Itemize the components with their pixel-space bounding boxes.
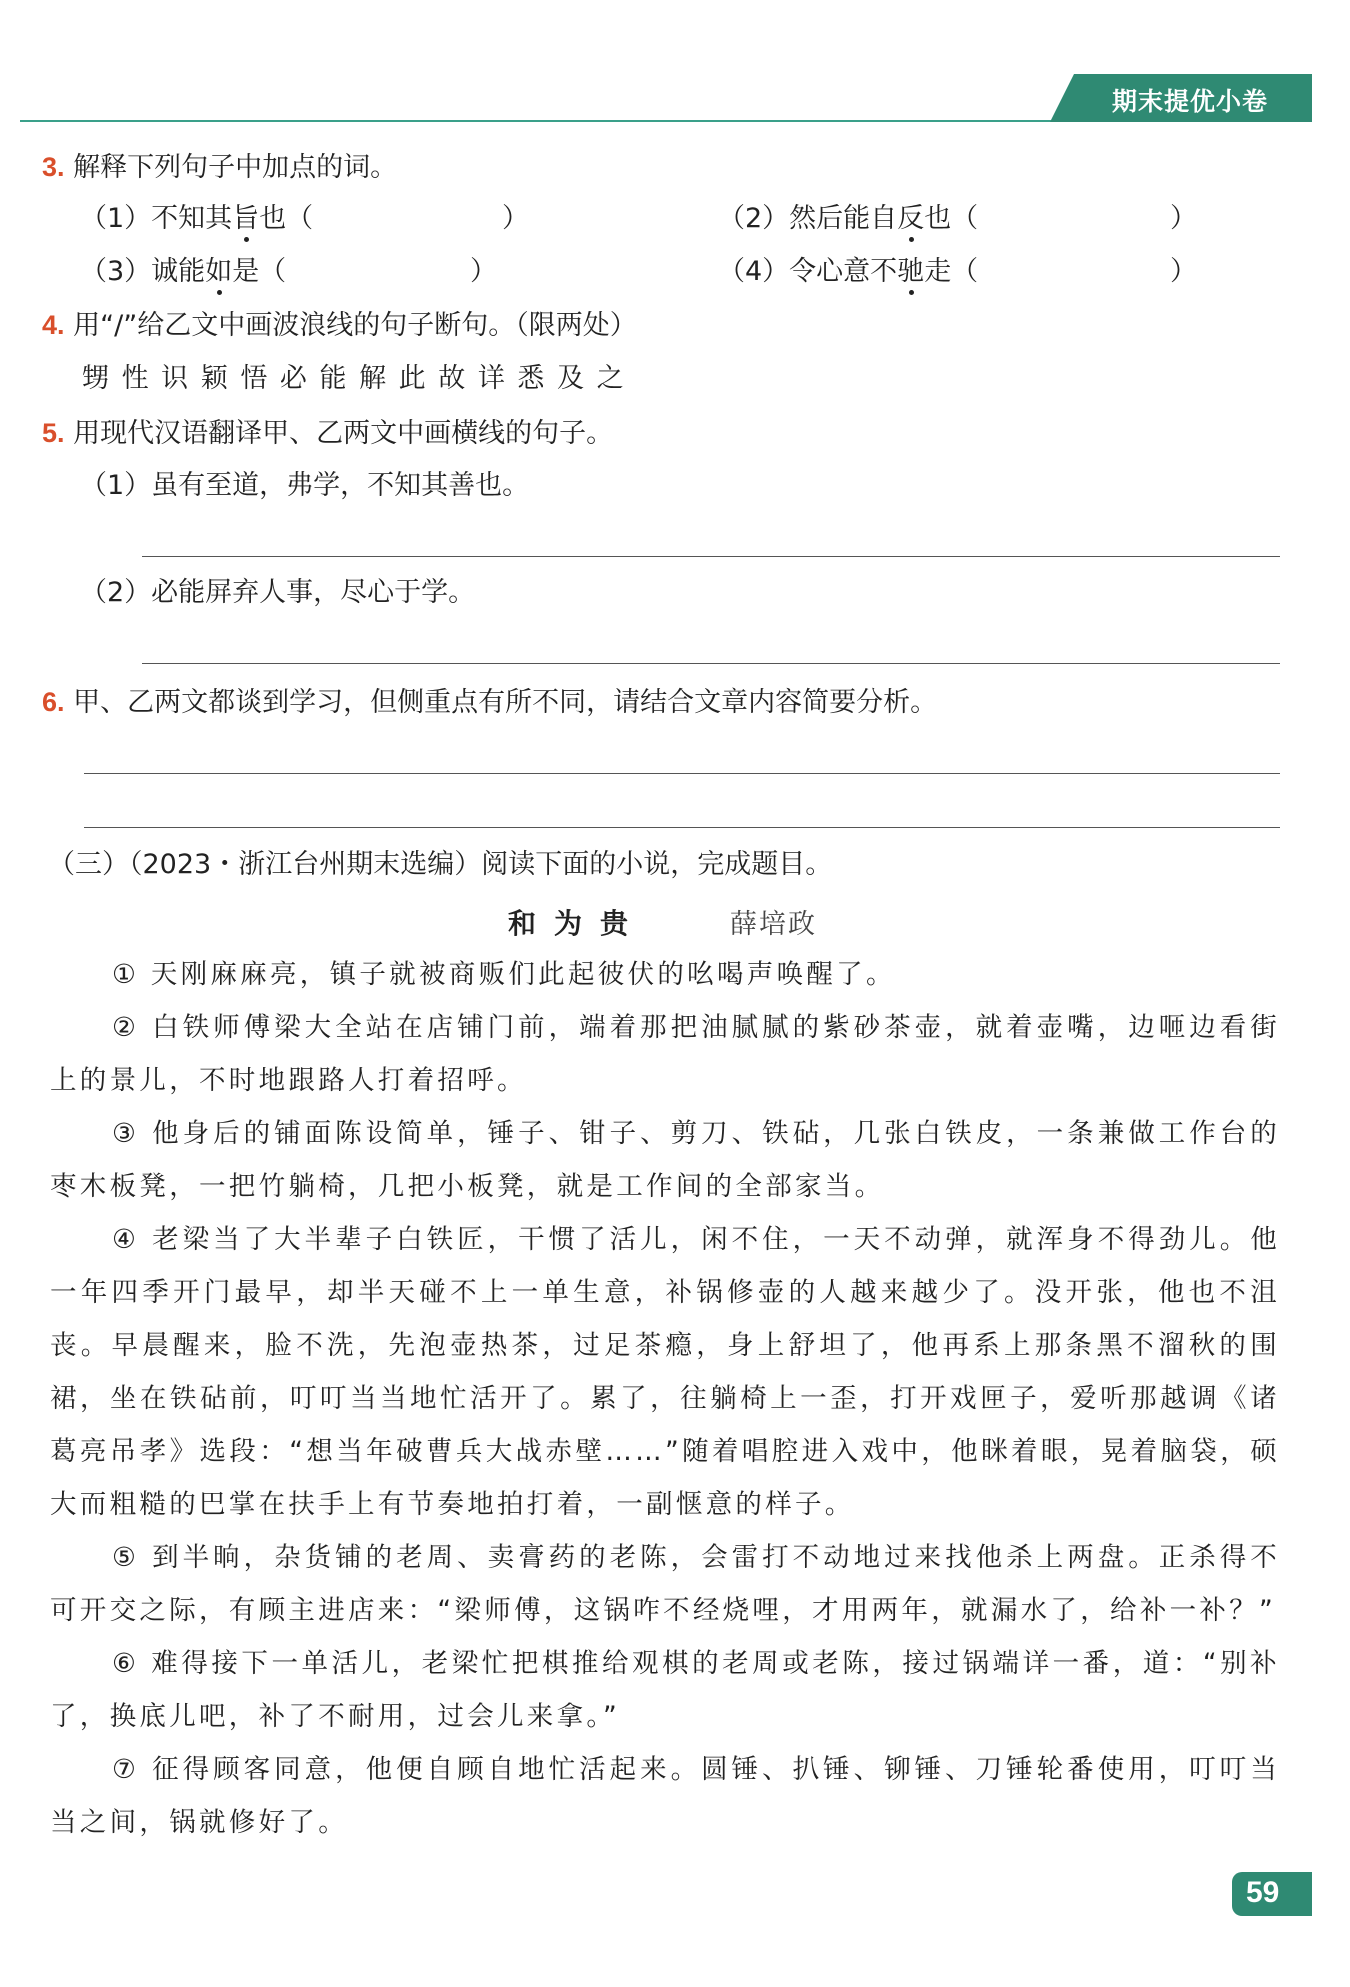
question-text: 解释下列句子中加点的词。 [73,152,398,183]
question-text: 用“/”给乙文中画波浪线的句子断句。（限两处） [73,310,637,341]
story-author: 薛培政 [730,909,817,940]
header-tag: 期末提优小卷 [1112,87,1269,116]
dotted-word: 旨 [232,203,260,234]
question-number: 5. [42,418,65,448]
question-6 [42,685,937,720]
q3-item-3-close: ） [470,256,497,287]
answer-line [142,556,1280,557]
q3-item-1: （1）不知其旨也（ [80,203,314,234]
story-paragraph: ② 白铁师傅梁大全站在店铺门前，端着那把油腻腻的紫砂茶壶，就着壶嘴，边咂边看街上的景儿，不时地跟路人打着招呼。 [50,1012,1280,1096]
story-paragraph: ⑥ 难得接下一单活儿，老梁忙把棋推给观棋的老周或老陈，接过锅端详一番，道：“别补了，换底儿吧，补了不耐用，过会儿来拿。” [50,1648,1280,1732]
q3-item-1-close: ） [502,203,529,234]
q5-item-2: （2）必能屏弃人事，尽心于学。 [80,577,476,608]
question-number: 4. [42,310,65,340]
question-4 [42,308,637,343]
dotted-word: 驰 [897,256,925,287]
question-text: 用现代汉语翻译甲、乙两文中画横线的句子。 [73,418,614,449]
story-paragraph: ① 天刚麻麻亮，镇子就被商贩们此起彼伏的吆喝声唤醒了。 [112,959,896,990]
story-paragraph: ③ 他身后的铺面陈设简单，锤子、钳子、剪刀、铁砧，几张白铁皮，一条兼做工作台的枣木板凳，一把竹躺椅，几把小板凳，就是工作间的全部家当。 [50,1118,1280,1202]
story-paragraph: ⑦ 征得顾客同意，他便自顾自地忙活起来。圆锤、扒锤、铆锤、刀锤轮番使用，叮叮当当之间，锅就修好了。 [50,1754,1280,1838]
answer-line [84,827,1280,828]
question-number: 6. [42,687,65,717]
dotted-word: 反 [897,203,925,234]
question-3 [42,150,397,185]
story-title: 和为贵 [508,907,647,940]
q4-sentence: 甥 性 识 颖 悟 必 能 解 此 故 详 悉 及 之 [82,363,626,394]
question-5 [42,416,613,451]
q3-item-2: （2）然后能自反也（ [718,203,979,234]
q3-item-4-close: ） [1170,256,1197,287]
q3-item-3: （3）诚能如是（ [80,256,287,287]
q5-item-1: （1）虽有至道，弗学，不知其善也。 [80,470,530,501]
q3-item-2-close: ） [1170,203,1197,234]
q3-item-4: （4）令心意不驰走（ [718,256,979,287]
page-number: 59 [1246,1876,1280,1909]
dotted-word: 如 [205,256,233,287]
question-number: 3. [42,152,65,182]
section-intro: （三）（2023・浙江台州期末选编）阅读下面的小说，完成题目。 [48,849,833,880]
story-paragraph: ④ 老梁当了大半辈子白铁匠，干惯了活儿，闲不住，一天不动弹，就浑身不得劲儿。他一年四季开门最早，却半天碰不上一单生意，补锅修壶的人越来越少了。没开张，他也不沮丧。早晨醒来，脸不洗，先泡壶热茶，过足茶瘾，身上舒坦了，他再系上那条黑不溜秋的围裙，坐在铁砧前，叮叮当当地忙活开了。累了，往躺椅上一歪，打开戏匣子，爱听那越调《诸葛亮吊孝》选段：“想当年破曹兵大战赤壁……”随着唱腔进入戏中，他眯着眼，晃着脑袋，硕大而粗糙的巴掌在扶手上有节奏地拍打着，一副惬意的样子。 [50,1224,1280,1520]
answer-line [142,663,1280,664]
question-text: 甲、乙两文都谈到学习，但侧重点有所不同，请结合文章内容简要分析。 [73,687,938,718]
story-paragraph: ⑤ 到半晌，杂货铺的老周、卖膏药的老陈，会雷打不动地过来找他杀上两盘。正杀得不可开交之际，有顾主进店来：“梁师傅，这锅咋不经烧哩，才用两年，就漏水了，给补一补？” [50,1542,1280,1626]
answer-line [84,773,1280,774]
